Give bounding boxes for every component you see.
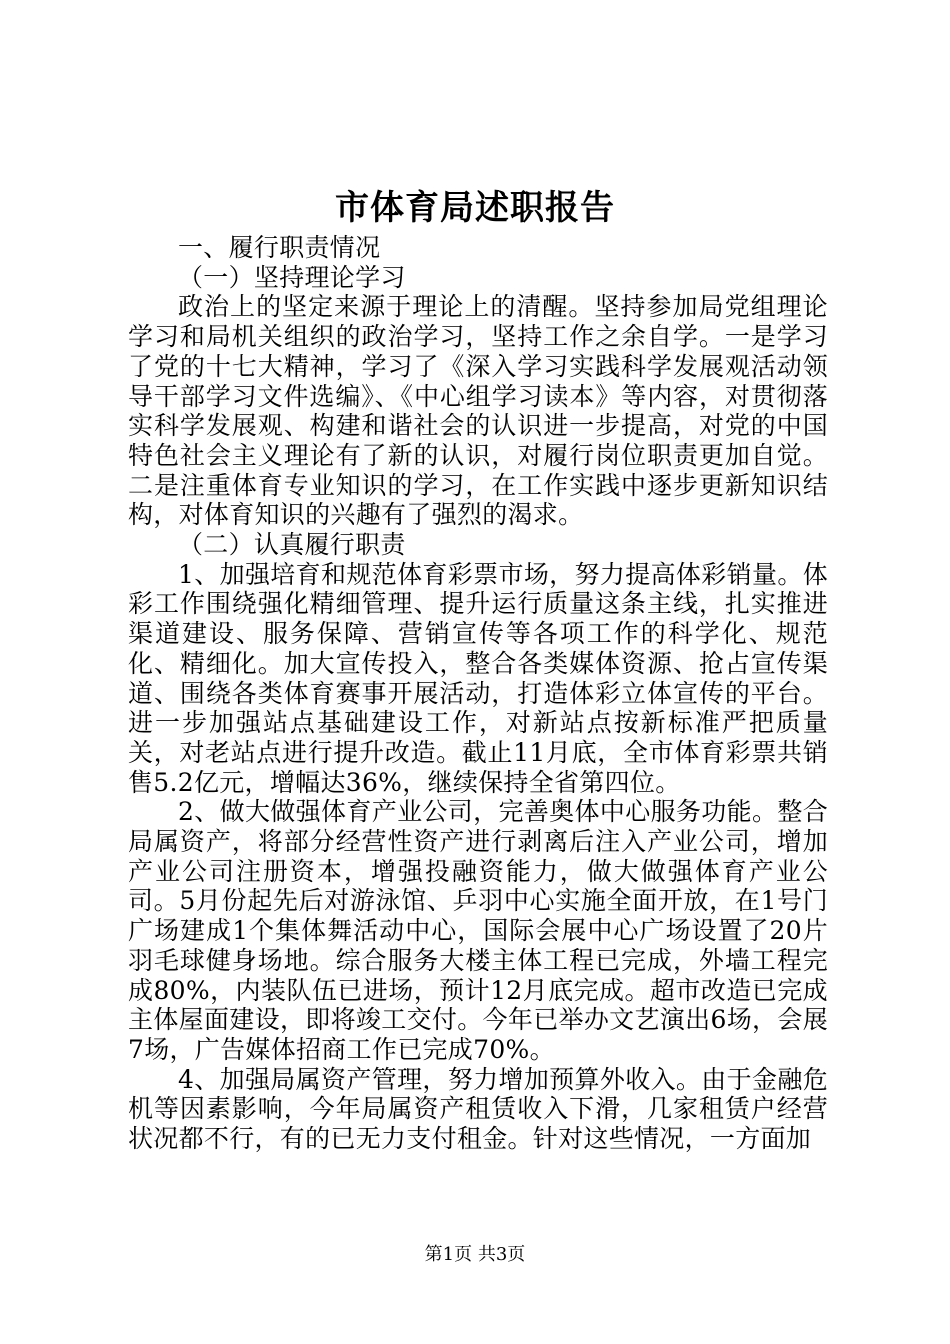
body-paragraph: 1、加强培育和规范体育彩票市场，努力提高体彩销量。体彩工作围绕强化精细管理、提升运行质量这条主线，扎实推进渠道建设、服务保障、营销宣传等各项工作的科学化、规范化、精细化。加大宣传投入，整合各类媒体资源、抢占宣传渠道、围绕各类体育赛事开展活动，打造体彩立体宣传的平台。进一步加强站点基础建设工作，对新站点按新标准严把质量关，对老站点进行提升改造。截止11月底，全市体育彩票共销售5.2亿元，增幅达36%，继续保持全省第四位。: [128, 559, 828, 797]
body-paragraph: 4、加强局属资产管理，努力增加预算外收入。由于金融危机等因素影响，今年局属资产租赁收入下滑，几家租赁户经营状况都不行，有的已无力支付租金。针对这些情况，一方面加: [128, 1064, 828, 1154]
document-title: 市体育局述职报告: [335, 188, 615, 228]
subsection-heading: （一）坚持理论学习: [178, 262, 406, 292]
body-paragraph: 2、做大做强体育产业公司，完善奥体中心服务功能。整合局属资产，将部分经营性资产进行剥离后注入产业公司，增加产业公司注册资本，增强投融资能力，做大做强体育产业公司。5月份起先后对游泳馆、乒羽中心实施全面开放，在1号门广场建成1个集体舞活动中心，国际会展中心广场设置了20片羽毛球健身场地。综合服务大楼主体工程已完成，外墙工程完成80%，内装队伍已进场，预计12月底完成。超市改造已完成主体屋面建设，即将竣工交付。今年已举办文艺演出6场，会展7场，广告媒体招商工作已完成70%。: [128, 797, 828, 1064]
section-heading: 一、履行职责情况: [178, 233, 381, 262]
page-footer: 第1页 共3页: [424, 1244, 526, 1265]
document-body: [128, 233, 828, 1154]
subsection-heading: （二）认真履行职责: [178, 530, 406, 560]
body-paragraph: 政治上的坚定来源于理论上的清醒。坚持参加局党组理论学习和局机关组织的政治学习，坚持工作之余自学。一是学习了党的十七大精神，学习了《深入学习实践科学发展观活动领导干部学习文件选编》、《中心组学习读本》等内容，对贯彻落实科学发展观、构建和谐社会的认识进一步提高，对党的中国特色社会主义理论有了新的认识，对履行岗位职责更加自觉。二是注重体育专业知识的学习，在工作实践中逐步更新知识结构，对体育知识的兴趣有了强烈的渴求。: [128, 292, 828, 530]
